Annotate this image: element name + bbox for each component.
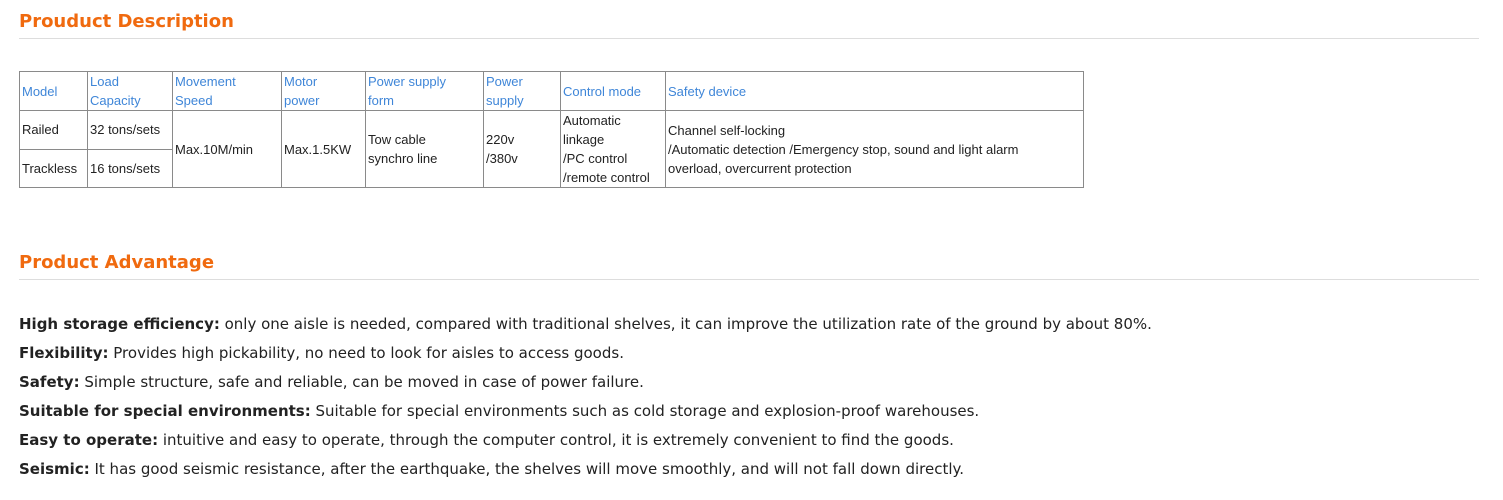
spec-table [19, 71, 1084, 188]
advantage-text: only one aisle is needed, compared with traditional shelves, it can improve the utilization rate of the ground by about 80%. [219, 315, 1152, 333]
cell-power-supply-form: Tow cable synchro line [366, 111, 484, 188]
header-control-mode: Control mode [561, 72, 666, 111]
header-power-supply: Power supply [484, 72, 561, 111]
list-item [19, 370, 1152, 399]
advantage-divider [19, 279, 1479, 280]
advantage-label: Flexibility: [19, 344, 109, 362]
cell-model: Railed [20, 111, 88, 150]
list-item [19, 428, 1152, 457]
header-motor-power: Motor power [282, 72, 366, 111]
advantage-label: Safety: [19, 373, 80, 391]
cell-power-supply: 220v /380v [484, 111, 561, 188]
advantage-text: intuitive and easy to operate, through the computer control, it is extremely convenient to find the goods. [158, 431, 954, 449]
header-movement-speed: Movement Speed [173, 72, 282, 111]
list-item [19, 457, 1152, 486]
description-divider [19, 38, 1479, 39]
advantage-list [19, 312, 1152, 486]
list-item [19, 399, 1152, 428]
cell-load-capacity: 32 tons/sets [88, 111, 173, 150]
header-power-supply-form: Power supply form [366, 72, 484, 111]
header-model: Model [20, 72, 88, 111]
table-row [20, 111, 1084, 150]
advantage-title: Product Advantage [19, 252, 215, 273]
list-item [19, 312, 1152, 341]
cell-movement-speed: Max.10M/min [173, 111, 282, 188]
advantage-text: It has good seismic resistance, after the earthquake, the shelves will move smoothly, and will not fall down directly. [89, 460, 965, 478]
header-load-capacity: Load Capacity [88, 72, 173, 111]
advantage-label: Suitable for special environments: [19, 402, 311, 420]
cell-motor-power: Max.1.5KW [282, 111, 366, 188]
cell-control-mode: Automatic linkage /PC control /remote control [561, 111, 666, 188]
advantage-text: Suitable for special environments such as cold storage and explosion-proof warehouses. [310, 402, 980, 420]
cell-safety-device: Channel self-locking /Automatic detection /Emergency stop, sound and light alarm overload, overcurrent protection [666, 111, 1084, 188]
header-safety-device: Safety device [666, 72, 1084, 111]
advantage-text: Simple structure, safe and reliable, can be moved in case of power failure. [79, 373, 644, 391]
spec-table-header-row [20, 72, 1084, 111]
advantage-label: Seismic: [19, 460, 90, 478]
list-item [19, 341, 1152, 370]
cell-model: Trackless [20, 149, 88, 188]
description-title: Prouduct Description [19, 11, 234, 32]
cell-load-capacity: 16 tons/sets [88, 149, 173, 188]
advantage-text: Provides high pickability, no need to look for aisles to access goods. [108, 344, 624, 362]
advantage-label: Easy to operate: [19, 431, 159, 449]
advantage-label: High storage efficiency: [19, 315, 220, 333]
